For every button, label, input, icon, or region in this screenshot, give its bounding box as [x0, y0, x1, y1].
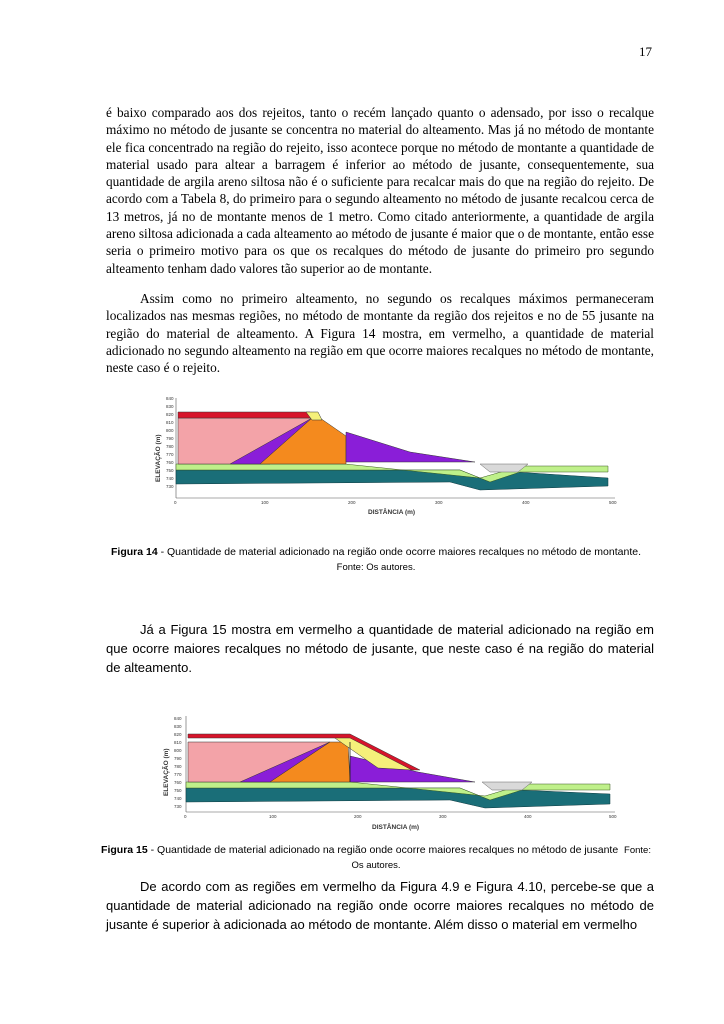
- y-tick: 760: [174, 780, 182, 785]
- x-tick: 200: [354, 814, 362, 819]
- y-tick: 780: [166, 444, 174, 449]
- figure-15-caption: [100, 843, 652, 873]
- y-axis-title: ELEVAÇÃO (m): [155, 434, 162, 482]
- figure-14-label: Figura 14: [111, 546, 158, 558]
- x-tick: 100: [269, 814, 277, 819]
- y-tick: 770: [166, 452, 174, 457]
- figure-14-cross-section: [150, 392, 620, 524]
- y-axis-title: ELEVAÇÃO (m): [163, 748, 170, 796]
- added-material-region: [178, 412, 312, 418]
- y-tick: 740: [166, 476, 174, 481]
- figure-15-source: Fonte: Os autores.: [351, 845, 651, 871]
- x-tick: 0: [174, 500, 177, 505]
- y-tick: 760: [166, 460, 174, 465]
- y-tick: 800: [166, 428, 174, 433]
- y-tick: 730: [166, 484, 174, 489]
- y-tick: 800: [174, 748, 182, 753]
- y-tick: 740: [174, 796, 182, 801]
- figure-15-label: Figura 15: [101, 844, 148, 856]
- y-tick: 820: [166, 412, 174, 417]
- x-tick: 300: [439, 814, 447, 819]
- x-tick: 300: [435, 500, 443, 505]
- page-number: 17: [639, 44, 652, 59]
- y-tick: 750: [174, 788, 182, 793]
- y-tick: 810: [174, 740, 182, 745]
- figure-14-y-ticks: [166, 396, 174, 489]
- y-tick: 840: [174, 716, 182, 721]
- x-tick: 500: [609, 500, 617, 505]
- y-tick: 820: [174, 732, 182, 737]
- y-tick: 770: [174, 772, 182, 777]
- figure-14-caption-text: - Quantidade de material adicionado na região onde ocorre maiores recalques no método de montante.: [157, 546, 641, 558]
- body-paragraph-4: De acordo com as regiões em vermelho da Figura 4.9 e Figura 4.10, percebe-se que a quantidade de material adicionado na região onde ocorre maiores recalques no método de jusante é superior à adicionada ao método de montante. Além disso o material em vermelho: [106, 879, 654, 932]
- x-axis-title: DISTÂNCIA (m): [372, 824, 420, 831]
- x-tick: 400: [522, 500, 530, 505]
- x-axis-title: DISTÂNCIA (m): [368, 509, 416, 516]
- x-tick: 100: [261, 500, 269, 505]
- x-tick: 500: [609, 814, 617, 819]
- y-tick: 730: [174, 804, 182, 809]
- x-tick: 0: [184, 814, 187, 819]
- foundation-dark-layer: [176, 470, 608, 490]
- y-tick: 830: [166, 404, 174, 409]
- x-tick: 200: [348, 500, 356, 505]
- body-paragraph-2: Assim como no primeiro alteamento, no segundo os recalques máximos permaneceram localizados nas mesmas regiões, no método de montante da região dos rejeitos e no de 55 jusante na região do material de alteamento. A Figura 14 mostra, em vermelho, a quantidade de material adicionado no segundo alteamento na região em que ocorre maiores recalques no método de montante, neste caso é o rejeito.: [106, 291, 654, 376]
- figure-14-x-ticks: [174, 500, 617, 505]
- body-paragraph-3: Já a Figura 15 mostra em vermelho a quantidade de material adicionado na região em que ocorre maiores recalques no método de jusante, que neste caso é na região do material de alteamento.: [106, 622, 654, 675]
- figure-15-x-ticks: [184, 814, 617, 819]
- figure-15-y-ticks: [174, 716, 182, 809]
- y-tick: 840: [166, 396, 174, 401]
- figure-14-caption: [100, 545, 652, 575]
- y-tick: 790: [174, 756, 182, 761]
- figure-15-cross-section: [150, 708, 620, 838]
- figure-15: [150, 708, 620, 838]
- y-tick: 790: [166, 436, 174, 441]
- figure-15-caption-text: - Quantidade de material adicionado na região onde ocorre maiores recalques no método de jusante: [147, 844, 619, 856]
- y-tick: 750: [166, 468, 174, 473]
- y-tick: 780: [174, 764, 182, 769]
- y-tick: 830: [174, 724, 182, 729]
- downstream-fill: [346, 432, 475, 462]
- x-tick: 400: [524, 814, 532, 819]
- figure-14-source: Fonte: Os autores.: [336, 562, 416, 573]
- body-paragraph-1: é baixo comparado aos dos rejeitos, tanto o recém lançado quanto o adensado, por isso o recalque máximo no método de jusante se concentra no material do alteamento. Mas já no método de montante ele fica concentrado na região do rejeito, isso acontece porque no método de montante a quantidade de material usado para altear a barragem é inferior ao método de jusante, consequentemente, sua quantidade de argila areno siltosa não é o suficiente para recalcar mais do que na região do rejeito. De acordo com a Tabela 8, do primeiro para o segundo alteamento no método de jusante recalcou cerca de 13 metros, já no de montante menos de 1 metro. Como citado anteriormente, a quantidade de argila areno siltosa adicionada a cada alteamento ao método de jusante é maior que o de montante, então esse seria o primeiro motivo para os que os recalques do método de jusante do primeiro pro segundo alteamento tenham dado valores tão superior ao de montante.: [106, 105, 654, 276]
- y-tick: 810: [166, 420, 174, 425]
- figure-14: [150, 392, 620, 524]
- foundation-dark-layer: [186, 788, 610, 808]
